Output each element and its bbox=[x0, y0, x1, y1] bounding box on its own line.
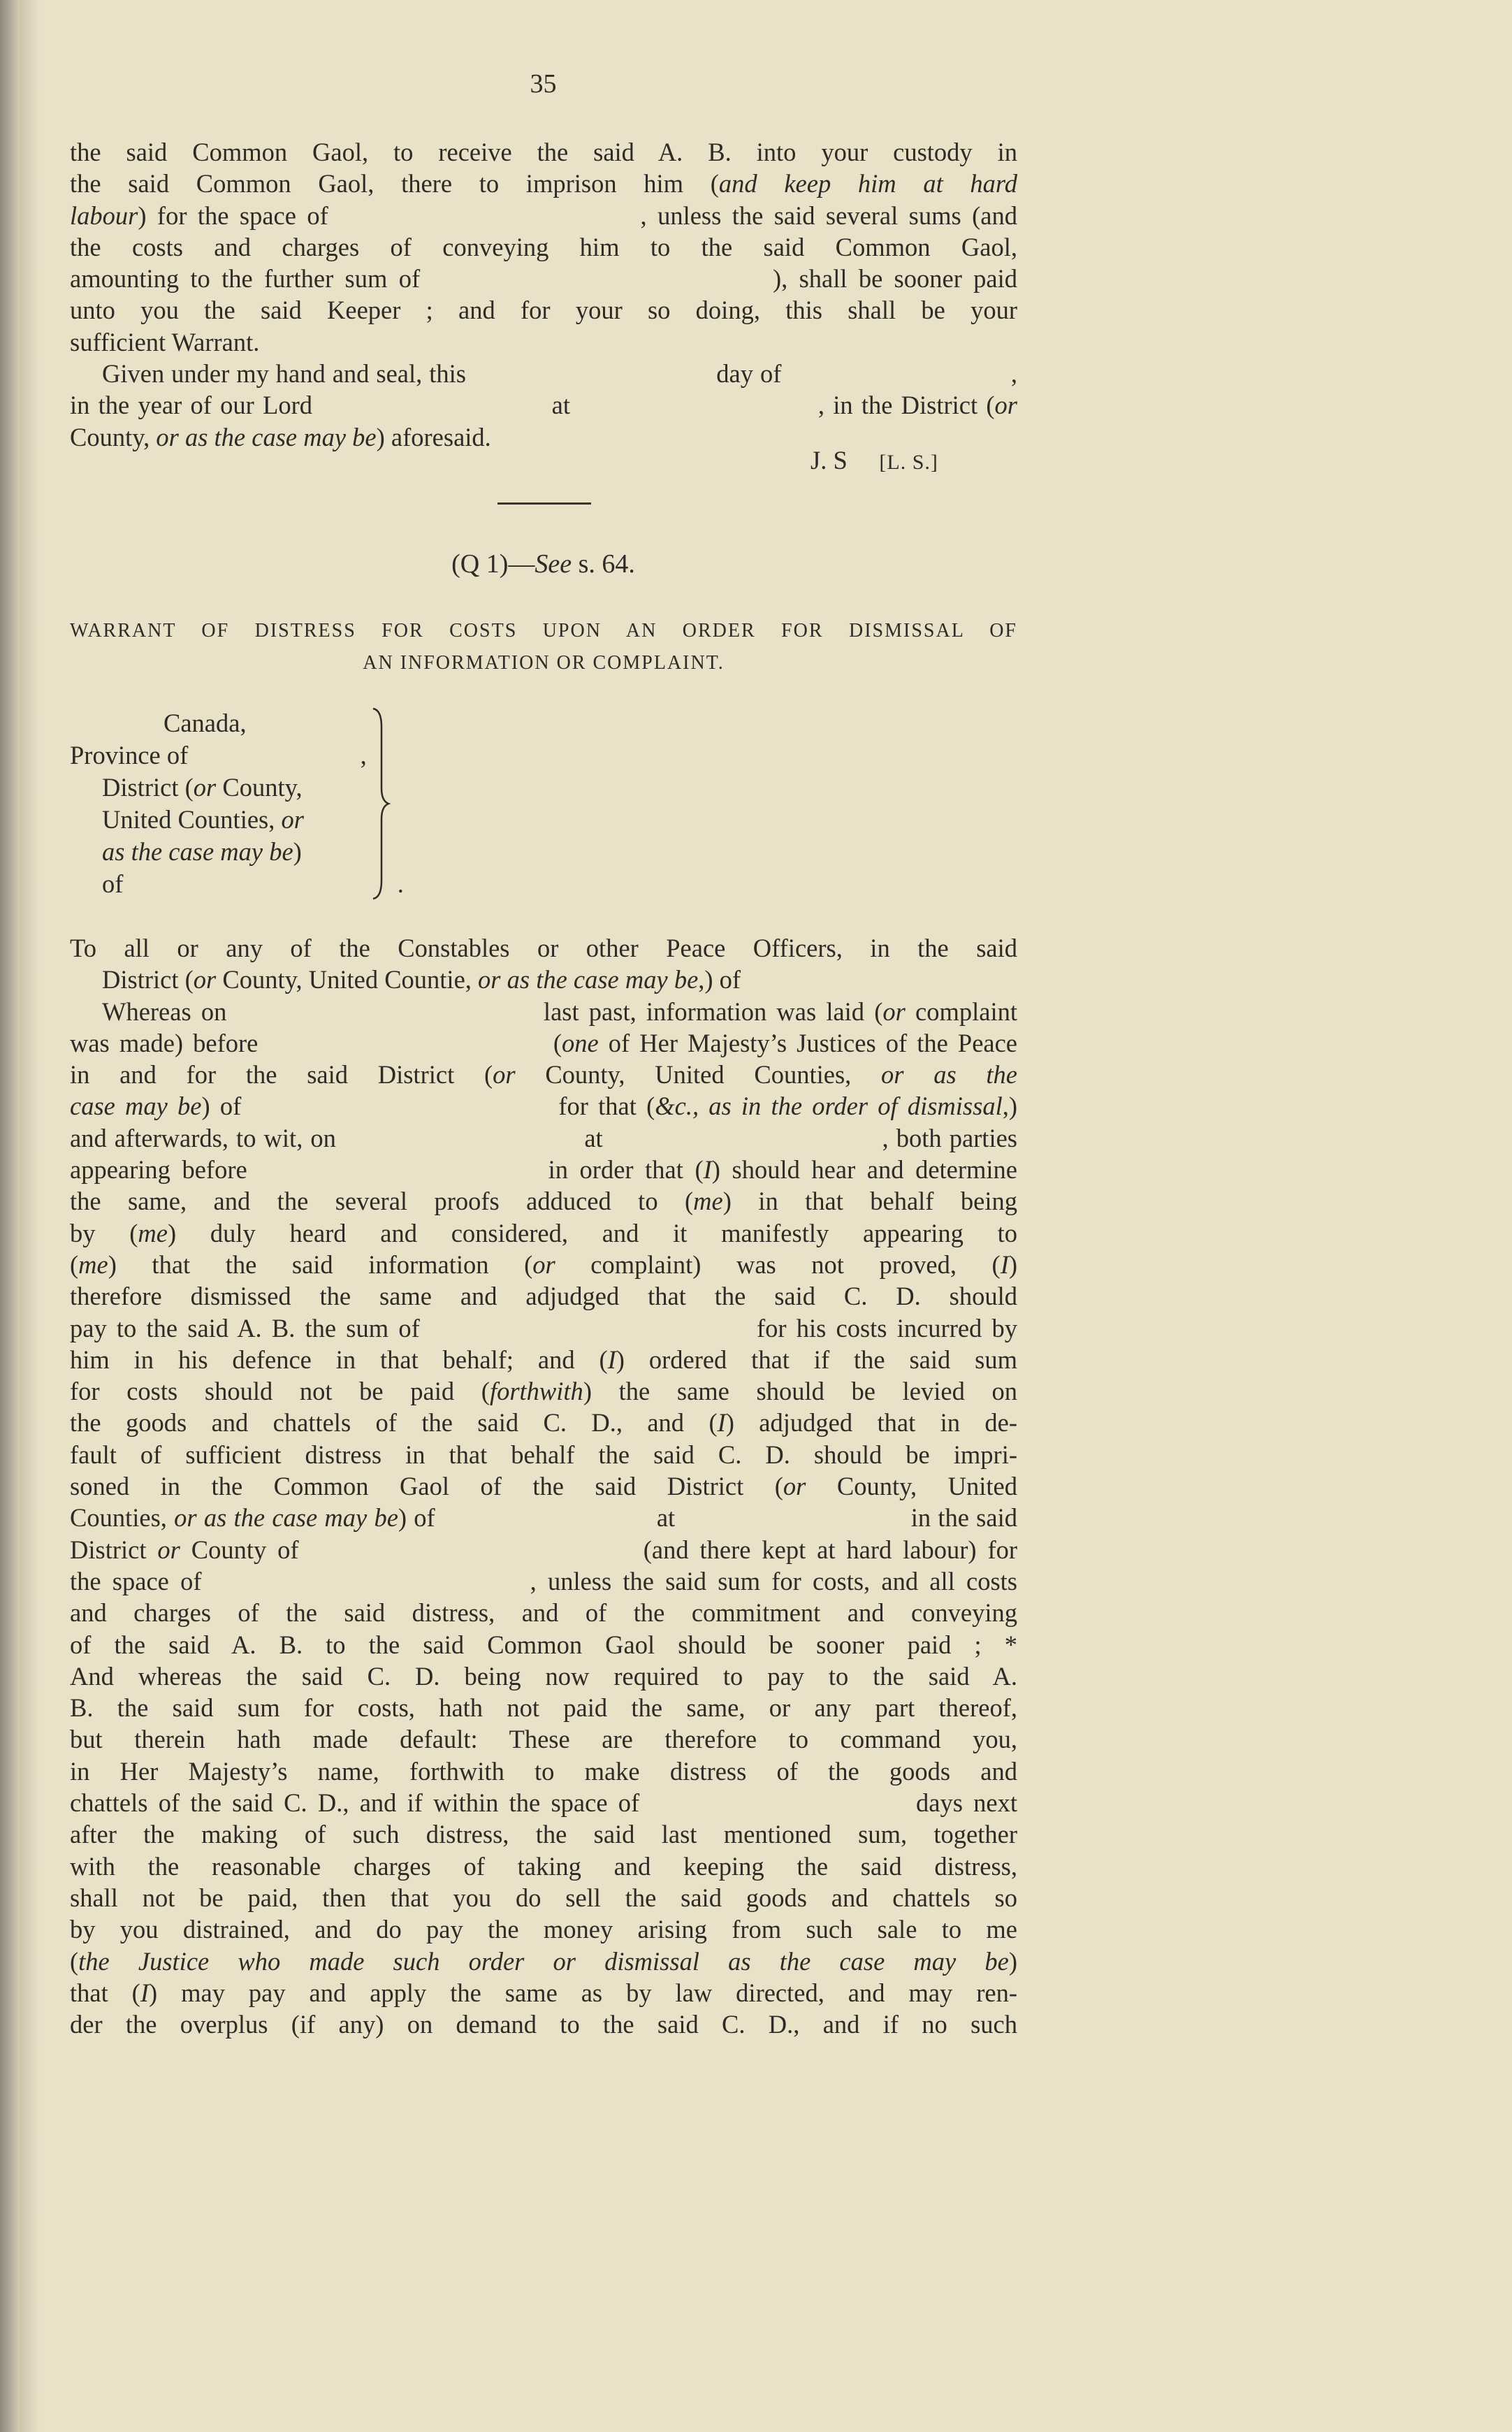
form-heading-line-2: AN INFORMATION OR COMPLAINT. bbox=[363, 652, 725, 674]
text-line: the goods and chattels of the said C. D., and (I) adjudged that in de- bbox=[70, 1408, 1017, 1438]
venue-line: United Counties, or bbox=[102, 805, 304, 834]
text-line: shall not be paid, then that you do sell the said goods and chattels so bbox=[70, 1883, 1017, 1912]
text-line: Counties, or as the case may be) of at in the said bbox=[70, 1503, 1017, 1533]
venue-line: as the case may be) bbox=[102, 837, 302, 866]
text-line: the space of , unless the said sum for costs, and all costs bbox=[70, 1566, 1017, 1595]
text-line: therefore dismissed the same and adjudged that the said C. D. should bbox=[70, 1282, 1017, 1311]
text-line: by (me) duly heard and considered, and it manifestly appearing to bbox=[70, 1218, 1017, 1247]
text-line: case may be) of for that (&c., as in the order of dismissal,) bbox=[70, 1092, 1017, 1121]
form-heading bbox=[70, 615, 1017, 679]
text-line: District or County of (and there kept at hard labour) for bbox=[70, 1535, 1017, 1564]
text-line: in and for the said District (or County, United Counties, or as the bbox=[70, 1060, 1017, 1090]
text-line: was made) before (one of Her Majesty’s Justices of the Peace bbox=[70, 1028, 1017, 1057]
gutter-shadow bbox=[20, 0, 41, 2432]
text-line: but therein hath made default: These are therefore to command you, bbox=[70, 1725, 1017, 1754]
venue-line: of . bbox=[102, 869, 404, 898]
text-line: in the year of our Lord at , in the District (or bbox=[70, 391, 1017, 420]
text-line: fault of sufficient distress in that behalf the said C. D. should be impri- bbox=[70, 1440, 1017, 1469]
text-line: pay to the said A. B. the sum of for his costs incurred by bbox=[70, 1313, 1017, 1342]
text-line: And whereas the said C. D. being now required to pay to the said A. bbox=[70, 1661, 1017, 1691]
text-line: Given under my hand and seal, this day of , bbox=[102, 359, 1017, 389]
book-binding-edge bbox=[0, 0, 20, 2432]
text-line: B. the said sum for costs, hath not paid the same, or any part thereof, bbox=[70, 1693, 1017, 1723]
text-line: of the said A. B. to the said Common Gaol should be sooner paid ; * bbox=[70, 1630, 1017, 1659]
section-divider bbox=[497, 502, 591, 505]
seal-mark: [L. S.] bbox=[879, 451, 938, 474]
text-line: the said Common Gaol, there to imprison him (and keep him at hard bbox=[70, 169, 1017, 198]
text-line: that (I) may pay and apply the same as by law directed, and may ren- bbox=[70, 1978, 1017, 2007]
text-line: (me) that the said information (or complaint) was not proved, (I) bbox=[70, 1250, 1017, 1279]
text-line: (the Justice who made such order or dismissal as the case may be) bbox=[70, 1946, 1017, 1976]
form-reference: (Q 1)—See s. 64. bbox=[451, 549, 635, 579]
warrant-body-text bbox=[70, 932, 1017, 2040]
text-line: County, or as the case may be) aforesaid. bbox=[70, 422, 491, 451]
text-line: the said Common Gaol, to receive the said A. B. into your custody in bbox=[70, 138, 1017, 166]
text-line: him in his defence in that behalf; and (I) ordered that if the said sum bbox=[70, 1345, 1017, 1374]
text-line: To all or any of the Constables or other Peace Officers, in the said bbox=[70, 934, 1017, 962]
text-line: and afterwards, to wit, on at , both parties bbox=[70, 1123, 1017, 1152]
venue-block bbox=[70, 707, 419, 900]
text-line: Whereas on last past, information was laid (or complaint bbox=[102, 997, 1017, 1026]
signature-name: J. S bbox=[810, 446, 848, 475]
text-line: with the reasonable charges of taking and keeping the said distress, bbox=[70, 1851, 1017, 1881]
page-number: 35 bbox=[530, 69, 557, 99]
text-line: chattels of the said C. D., and if within the space of days next bbox=[70, 1788, 1017, 1818]
venue-line: Province of , bbox=[70, 741, 367, 769]
continuation-text bbox=[70, 136, 1017, 453]
text-line: soned in the Common Gaol of the said District (or County, United bbox=[70, 1472, 1017, 1501]
text-line: after the making of such distress, the said last mentioned sum, together bbox=[70, 1820, 1017, 1849]
text-line: sufficient Warrant. bbox=[70, 327, 260, 356]
form-heading-line-1: WARRANT OF DISTRESS FOR COSTS UPON AN ORDER FOR DISMISSAL OF bbox=[70, 620, 1017, 642]
text-line: der the overplus (if any) on demand to the said C. D., and if no such bbox=[70, 2010, 1017, 2039]
text-line: labour) for the space of , unless the said several sums (and bbox=[70, 201, 1017, 230]
text-line: unto you the said Keeper ; and for your so doing, this shall be your bbox=[70, 296, 1017, 325]
text-line: District (or County, United Countie, or as the case may be,) of bbox=[102, 965, 741, 994]
venue-line: District (or County, bbox=[102, 773, 303, 802]
venue-brace bbox=[370, 706, 391, 902]
text-line: the costs and charges of conveying him to the said Common Gaol, bbox=[70, 232, 1017, 261]
text-line: by you distrained, and do pay the money arising from such sale to me bbox=[70, 1915, 1017, 1944]
text-line: for costs should not be paid (forthwith) the same should be levied on bbox=[70, 1377, 1017, 1406]
venue-line: Canada, bbox=[163, 709, 247, 737]
text-line: amounting to the further sum of ), shall be sooner paid bbox=[70, 264, 1017, 294]
text-line: and charges of the said distress, and of the commitment and conveying bbox=[70, 1598, 1017, 1628]
text-line: appearing before in order that (I) should hear and determine bbox=[70, 1155, 1017, 1185]
text-line: in Her Majesty’s name, forthwith to make distress of the goods and bbox=[70, 1756, 1017, 1786]
signature-block bbox=[810, 445, 938, 475]
text-line: the same, and the several proofs adduced to (me) in that behalf being bbox=[70, 1187, 1017, 1216]
